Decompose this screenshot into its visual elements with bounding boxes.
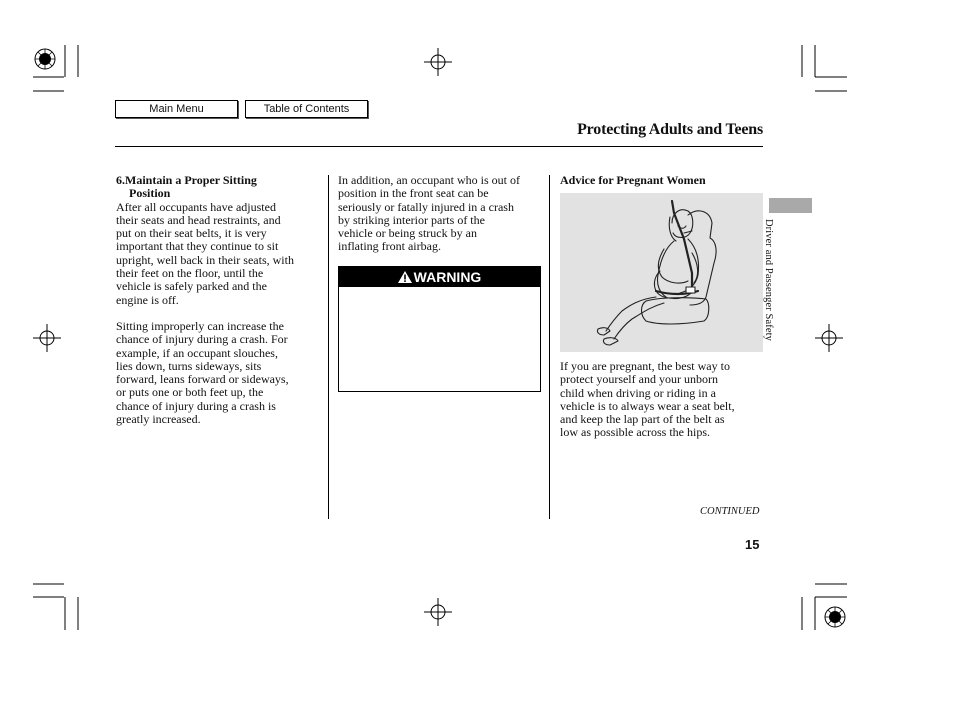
page-number: 15 bbox=[745, 537, 760, 552]
warning-box bbox=[338, 266, 541, 392]
section-heading: 6.Maintain a Proper Sitting bbox=[116, 173, 257, 187]
warning-header bbox=[339, 267, 540, 287]
table-of-contents-button[interactable]: Table of Contents bbox=[245, 100, 368, 118]
paragraph: After all occupants have adjusted their seats and head restraints, and put on their seat belts, it is very important that they continue to sit upright, well back in their seats, with their feet on the floor, until the vehicle is safely parked and the engine is off. bbox=[116, 199, 294, 307]
section-heading: Advice for Pregnant Women bbox=[560, 173, 706, 187]
section-heading-cont: Position bbox=[129, 186, 171, 201]
section-side-label: Driver and Passenger Safety bbox=[763, 219, 774, 341]
pregnant-woman-seatbelt-illustration bbox=[560, 193, 763, 352]
column-1 bbox=[116, 174, 321, 426]
title-rule bbox=[115, 146, 763, 147]
paragraph: In addition, an occupant who is out of position in the front seat can be seriously or fatally injured in a crash by striking interior parts of the vehicle or being struck by an inflating front airbag. bbox=[338, 173, 520, 254]
warning-label: WARNING bbox=[413, 269, 482, 285]
paragraph: Sitting improperly can increase the chance of injury during a crash. For example, if an occupant slouches, lies down, turns sideways, sits forward, leans forward or sideways, or puts one or both feet up, the chance of injury during a crash is greatly increased. bbox=[116, 318, 289, 427]
section-tab-marker bbox=[769, 198, 812, 213]
column-divider bbox=[328, 175, 329, 519]
continued-label: CONTINUED bbox=[700, 506, 760, 517]
page-title: Protecting Adults and Teens bbox=[577, 121, 763, 138]
main-menu-button[interactable]: Main Menu bbox=[115, 100, 238, 118]
warning-triangle-icon bbox=[398, 271, 412, 283]
paragraph: If you are pregnant, the best way to protect yourself and your unborn child when driving or riding in a vehicle is to always wear a seat belt, and keep the lap part of the belt as low as possible across the hips. bbox=[560, 359, 735, 440]
column-divider bbox=[549, 175, 550, 519]
